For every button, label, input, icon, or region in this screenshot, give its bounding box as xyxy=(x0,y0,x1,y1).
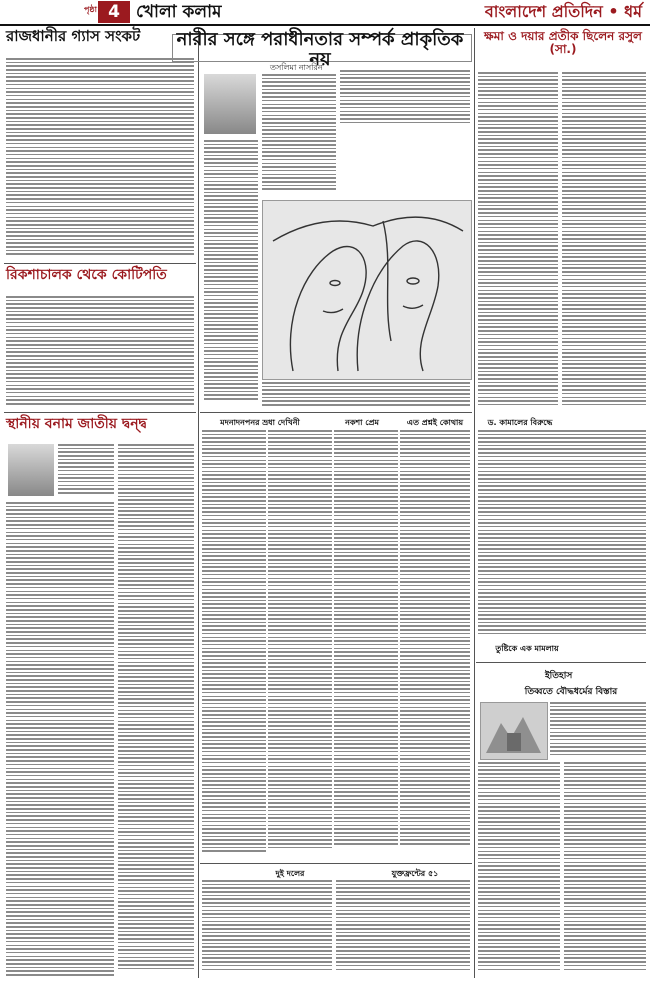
mini-article-body xyxy=(202,430,266,860)
lead-body-bottom xyxy=(262,382,470,408)
lead-illustration xyxy=(262,200,472,380)
lead-body-col-2 xyxy=(340,70,470,128)
mini-article-headline: যুক্তফ্রন্টের ৫১ xyxy=(391,869,439,878)
bottom-article-body xyxy=(202,880,332,976)
page-prefix: পৃষ্ঠা xyxy=(84,5,97,14)
column-rule xyxy=(474,28,475,978)
local-vs-national-col-2 xyxy=(118,444,194,976)
header-rule xyxy=(0,24,650,26)
mini-article-headline: মদনাদনপনর ভ্রধা দেখিনী xyxy=(220,418,300,427)
local-vs-national-intro xyxy=(58,444,114,500)
right-column-body xyxy=(478,430,646,640)
local-vs-national-col-1 xyxy=(6,502,114,976)
column-rule xyxy=(198,28,199,978)
rickshaw-body xyxy=(6,296,194,410)
page-number: 4 xyxy=(98,1,130,23)
history-label: ইতিহাস xyxy=(545,671,573,681)
history-intro xyxy=(550,702,646,758)
history-body-col-1 xyxy=(478,762,560,976)
bottom-article-body xyxy=(336,880,470,976)
mini-article-headline: তুষ্টিকে এক মামলায় xyxy=(495,644,559,653)
columnist-photo xyxy=(8,444,54,496)
gas-crisis-headline: রাজধানীর গ্যাস সংকট xyxy=(6,27,141,45)
local-vs-national-headline: স্থানীয় বনাম জাতীয় দ্বন্দ্ব xyxy=(6,416,147,432)
history-body-col-2 xyxy=(564,762,646,976)
history-headline: তিব্বতে বৌদ্ধধর্মের বিস্তার xyxy=(524,687,618,697)
forgiveness-headline: ক্ষমা ও দয়ার প্রতীক ছিলেন রসুল (সা.) xyxy=(484,29,642,57)
section-title: খোলা কলাম xyxy=(136,2,222,22)
lead-author: তসলিমা নাসরিন xyxy=(270,63,323,72)
newspaper-brand: বাংলাদেশ প্রতিদিন • ধর্ম xyxy=(484,2,642,21)
section-rule xyxy=(476,662,646,663)
lead-headline: নারীর সঙ্গে পরাধীনতার সম্পর্ক প্রাকৃতিক নয় xyxy=(176,29,464,70)
forgiveness-body-col-2 xyxy=(562,72,646,412)
mini-article-body xyxy=(400,430,470,860)
rickshaw-headline: রিকশাচালক থেকে কোটিপতি xyxy=(6,267,167,283)
history-image xyxy=(480,702,548,760)
section-rule xyxy=(200,412,472,413)
forgiveness-body-col-1 xyxy=(478,72,558,412)
mini-article-headline: এত প্রশ্নই কোথায় xyxy=(406,418,464,427)
mini-article-headline: দুই দলের xyxy=(275,869,305,878)
gas-crisis-body xyxy=(6,58,194,261)
author-photo xyxy=(204,74,256,134)
mini-article-body xyxy=(334,430,398,860)
section-rule xyxy=(4,263,196,264)
mini-article-headline: ড. কামালের বিরুদ্ধে xyxy=(487,418,553,427)
section-rule xyxy=(200,863,472,864)
lead-body-col-1 xyxy=(262,74,336,194)
lead-body-col-0 xyxy=(204,140,258,406)
mini-article-headline: নকশা প্রেম xyxy=(345,418,379,427)
section-rule xyxy=(4,412,196,413)
mini-article-body xyxy=(268,430,332,860)
